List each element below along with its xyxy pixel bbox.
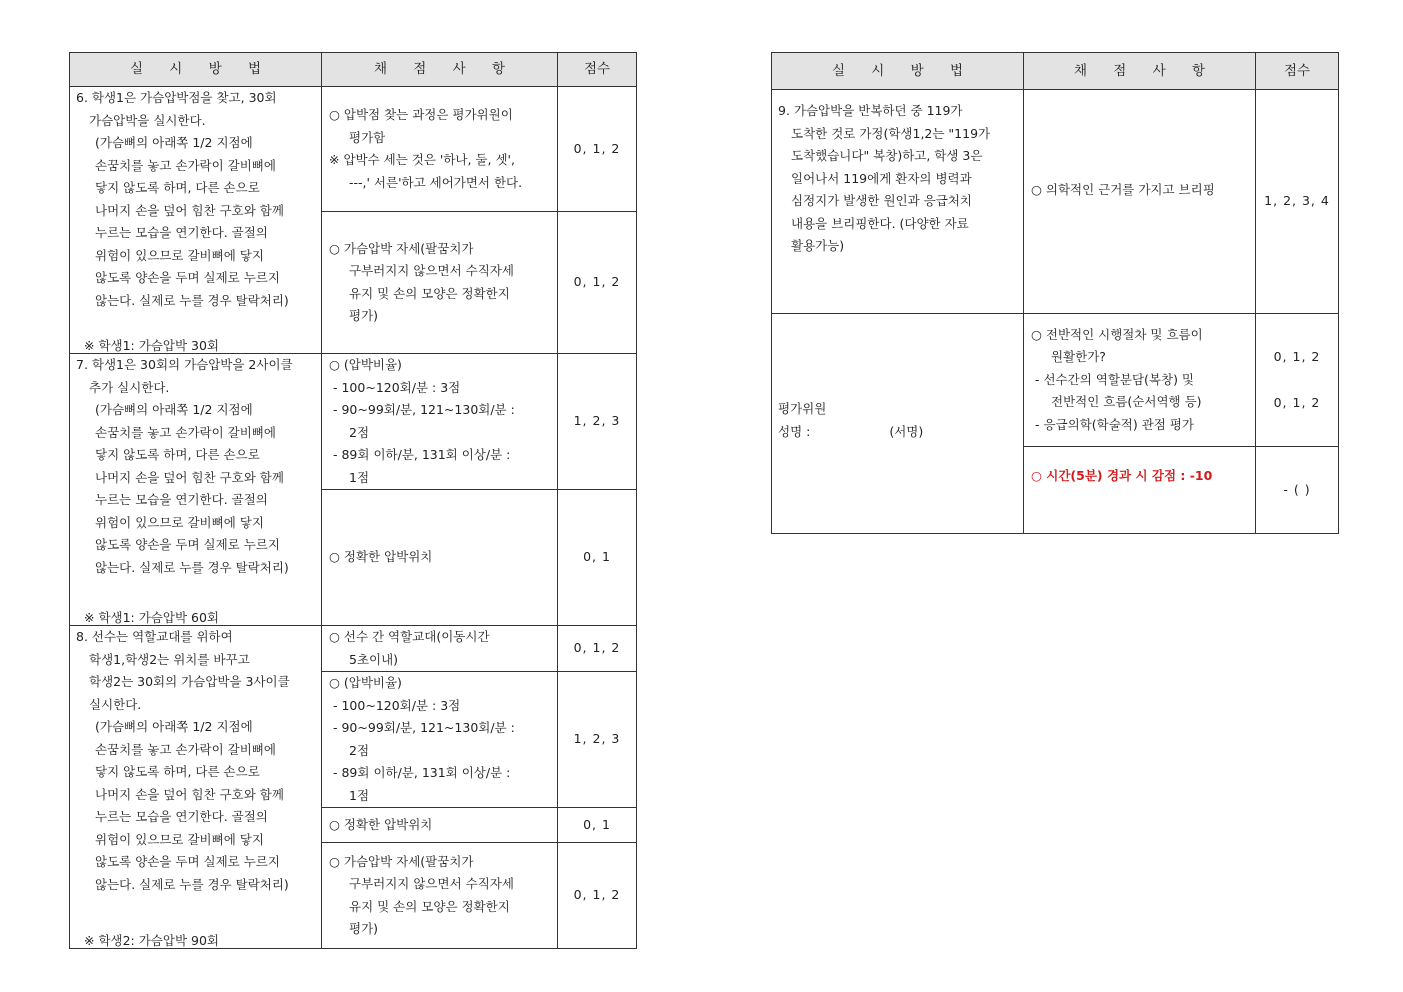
evaluator-score-a: 0, 1, 2 bbox=[1273, 349, 1321, 364]
step8-line-6: 닿지 않도록 하며, 다른 손으로 bbox=[95, 764, 260, 779]
crit-line: ○ 압박점 찾는 과정은 평가위원이 bbox=[329, 107, 513, 123]
step9-line-3: 일어나서 119에게 환자의 병력과 bbox=[791, 170, 972, 186]
crit-line: - 89회 이하/분, 131회 이상/분 : bbox=[333, 765, 511, 780]
evaluator-name-row bbox=[778, 421, 1019, 444]
crit-line: 원활한가? bbox=[1051, 349, 1106, 365]
crit-line: ○ 가슴압박 자세(팔꿈치가 bbox=[329, 240, 474, 256]
step6-line-2: (가슴뼈의 아래쪽 1/2 지점에 bbox=[95, 135, 253, 150]
step6-line-6: 누르는 모습을 연기한다. 골절의 bbox=[95, 225, 268, 240]
step8-line-2: 학생2는 30회의 가슴압박을 3사이클 bbox=[89, 674, 290, 689]
header-criteria-right: 채 점 사 항 bbox=[1024, 53, 1256, 90]
crit-line: - 89회 이하/분, 131회 이상/분 : bbox=[333, 447, 511, 462]
crit-line: ---,' 서른'하고 세어가면서 한다. bbox=[349, 174, 523, 190]
crit-line: 2점 bbox=[349, 424, 370, 440]
step7-criteria-2 bbox=[322, 490, 558, 626]
step8-criteria-4 bbox=[322, 843, 558, 949]
step7-note: ※ 학생1: 가슴압박 60회 bbox=[84, 609, 219, 625]
step7-line-9: 않는다. 실제로 누를 경우 탈락처리) bbox=[95, 559, 289, 575]
step9-score: 1, 2, 3, 4 bbox=[1256, 90, 1339, 314]
crit-line: ○ 전반적인 시행절차 및 흐름이 bbox=[1031, 326, 1203, 342]
step7-score-1: 1, 2, 3 bbox=[558, 354, 637, 490]
step8-line-3: 실시한다. bbox=[89, 696, 142, 712]
header-criteria: 채 점 사 항 bbox=[322, 53, 558, 87]
crit-line: - 100~120회/분 : 3점 bbox=[333, 697, 461, 713]
crit-line: 구부러지지 않으면서 수직자세 bbox=[349, 876, 514, 891]
step6-line-9: 않는다. 실제로 누를 경우 탈락처리) bbox=[95, 292, 289, 308]
step8-line-7: 나머지 손을 덮어 힘찬 구호와 함께 bbox=[95, 786, 284, 802]
step6-line-4: 닿지 않도록 하며, 다른 손으로 bbox=[95, 180, 260, 195]
step6-score-2: 0, 1, 2 bbox=[558, 212, 637, 354]
step8-criteria-3 bbox=[322, 808, 558, 843]
evaluator-sign-label: (서명) bbox=[889, 423, 924, 439]
right-scoring-table bbox=[771, 52, 1339, 534]
step6-score-1: 0, 1, 2 bbox=[558, 87, 637, 212]
step9-line-0: 9. 가슴압박을 반복하던 중 119가 bbox=[778, 103, 963, 118]
crit-line: - 90~99회/분, 121~130회/분 : bbox=[333, 720, 515, 735]
crit-line: ○ 의학적인 근거를 가지고 브리핑 bbox=[1031, 182, 1215, 197]
crit-line: ○ 선수 간 역할교대(이동시간 bbox=[329, 629, 490, 644]
score-spacer bbox=[1256, 369, 1338, 391]
step8-criteria-1 bbox=[322, 626, 558, 672]
penalty-criteria bbox=[1024, 447, 1256, 534]
step8-criteria-2 bbox=[322, 672, 558, 808]
step8-line-11: 않는다. 실제로 누를 경우 탈락처리) bbox=[95, 876, 289, 892]
step7-method bbox=[70, 354, 322, 626]
evaluator-name-label: 성명 : bbox=[778, 423, 811, 439]
step8-line-9: 위험이 있으므로 갈비뼈에 닿지 bbox=[95, 831, 264, 847]
step7-line-6: 누르는 모습을 연기한다. 골절의 bbox=[95, 492, 268, 507]
crit-line: 1점 bbox=[349, 787, 370, 803]
penalty-text: ○ 시간(5분) 경과 시 감점 : -10 bbox=[1031, 468, 1213, 483]
crit-line: ○ 정확한 압박위치 bbox=[329, 816, 433, 832]
step9-line-6: 활용가능) bbox=[791, 238, 845, 253]
step8-line-5: 손꿈치를 놓고 손가락이 갈비뼈에 bbox=[95, 741, 276, 757]
step6-line-5: 나머지 손을 덮어 힘찬 구호와 함께 bbox=[95, 202, 284, 218]
header-score-right: 점수 bbox=[1256, 53, 1339, 90]
step7-line-2: (가슴뼈의 아래쪽 1/2 지점에 bbox=[95, 402, 253, 417]
crit-line: 유지 및 손의 모양은 정확한지 bbox=[349, 285, 510, 301]
crit-line: ○ (압박비율) bbox=[329, 357, 402, 372]
step8-line-4: (가슴뼈의 아래쪽 1/2 지점에 bbox=[95, 719, 253, 734]
crit-line: - 응급의학(학술적) 관점 평가 bbox=[1035, 416, 1195, 432]
step9-line-1: 도착한 것로 가정(학생1,2는 "119가 bbox=[791, 125, 991, 141]
step7-line-7: 위험이 있으므로 갈비뼈에 닿지 bbox=[95, 514, 264, 530]
step6-line-3: 손꿈치를 놓고 손가락이 갈비뼈에 bbox=[95, 157, 276, 173]
step8-line-8: 누르는 모습을 연기한다. 골절의 bbox=[95, 809, 268, 824]
step9-line-4: 심정지가 발생한 원인과 응급처치 bbox=[791, 193, 972, 208]
evaluator-criteria bbox=[1024, 314, 1256, 447]
crit-line: ○ 가슴압박 자세(팔꿈치가 bbox=[329, 853, 474, 869]
step6-line-1: 가슴압박을 실시한다. bbox=[89, 112, 206, 128]
step6-note: ※ 학생1: 가슴압박 30회 bbox=[84, 337, 219, 353]
crit-line: ※ 압박수 세는 것은 '하나, 둘, 셋', bbox=[329, 152, 515, 168]
step8-line-1: 학생1,학생2는 위치를 바꾸고 bbox=[89, 651, 250, 667]
header-method: 실 시 방 법 bbox=[70, 53, 322, 87]
crit-line: - 100~120회/분 : 3점 bbox=[333, 379, 461, 395]
crit-line: 평가) bbox=[349, 921, 379, 936]
evaluator-score-b: 0, 1, 2 bbox=[1273, 395, 1321, 410]
step8-score-4: 0, 1, 2 bbox=[558, 843, 637, 949]
evaluator-scores bbox=[1256, 314, 1339, 447]
crit-line: ○ 정확한 압박위치 bbox=[329, 549, 433, 565]
header-score: 점수 bbox=[558, 53, 637, 87]
step8-line-10: 않도록 양손을 두며 실제로 누르지 bbox=[95, 854, 280, 869]
step7-line-1: 추가 실시한다. bbox=[89, 379, 170, 395]
step7-line-0: 7. 학생1은 30회의 가슴압박을 2사이클 bbox=[76, 357, 293, 372]
step6-line-0: 6. 학생1은 가슴압박점을 찾고, 30회 bbox=[76, 90, 277, 105]
step6-criteria-1 bbox=[322, 87, 558, 212]
step8-line-0: 8. 선수는 역할교대를 위하여 bbox=[76, 629, 233, 644]
step6-method bbox=[70, 87, 322, 354]
header-method-right: 실 시 방 법 bbox=[772, 53, 1024, 90]
step7-criteria-1 bbox=[322, 354, 558, 490]
step6-line-8: 않도록 양손을 두며 실제로 누르지 bbox=[95, 270, 280, 285]
step7-score-2: 0, 1 bbox=[558, 490, 637, 626]
crit-line: 1점 bbox=[349, 469, 370, 485]
step8-score-1: 0, 1, 2 bbox=[558, 626, 637, 672]
step7-line-3: 손꿈치를 놓고 손가락이 갈비뼈에 bbox=[95, 424, 276, 440]
step7-line-5: 나머지 손을 덮어 힘찬 구호와 함께 bbox=[95, 469, 284, 485]
evaluator-label: 평가위원 bbox=[778, 401, 827, 416]
step7-line-8: 않도록 양손을 두며 실제로 누르지 bbox=[95, 537, 280, 552]
step9-line-2: 도착했습니다" 복창)하고, 학생 3은 bbox=[791, 148, 983, 163]
crit-line: - 선수간의 역할분담(복창) 및 bbox=[1035, 371, 1195, 387]
evaluator-cell bbox=[772, 314, 1024, 534]
crit-line: 5초이내) bbox=[349, 651, 399, 667]
step6-criteria-2 bbox=[322, 212, 558, 354]
penalty-score: - ( ) bbox=[1256, 447, 1339, 534]
crit-line: 평가함 bbox=[349, 129, 386, 145]
crit-line: 구부러지지 않으면서 수직자세 bbox=[349, 263, 514, 279]
step8-score-3: 0, 1 bbox=[558, 808, 637, 843]
step9-line-5: 내용을 브리핑한다. (다양한 자료 bbox=[791, 215, 969, 231]
step6-line-7: 위험이 있으므로 갈비뼈에 닿지 bbox=[95, 247, 264, 263]
crit-line: 유지 및 손의 모양은 정확한지 bbox=[349, 898, 510, 914]
step8-method bbox=[70, 626, 322, 949]
step9-criteria bbox=[1024, 90, 1256, 314]
crit-line: 전반적인 흐름(순서역행 등) bbox=[1051, 394, 1202, 410]
crit-line: 2점 bbox=[349, 742, 370, 758]
left-scoring-table bbox=[69, 52, 637, 949]
step9-method bbox=[772, 90, 1024, 314]
step8-score-2: 1, 2, 3 bbox=[558, 672, 637, 808]
crit-line: 평가) bbox=[349, 308, 379, 324]
step8-note: ※ 학생2: 가슴압박 90회 bbox=[84, 932, 219, 948]
step7-line-4: 닿지 않도록 하며, 다른 손으로 bbox=[95, 447, 260, 462]
crit-line: ○ (압박비율) bbox=[329, 675, 402, 690]
crit-line: - 90~99회/분, 121~130회/분 : bbox=[333, 402, 515, 417]
